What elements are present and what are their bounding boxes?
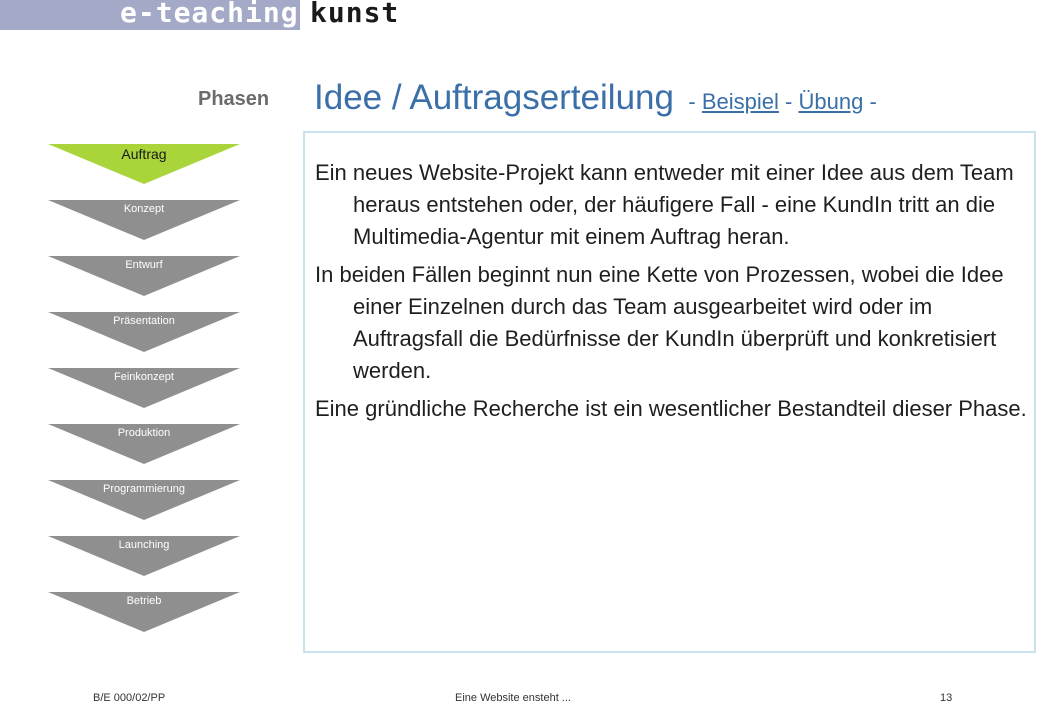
content-paragraph: Ein neues Website-Projekt kann entweder mit einer Idee aus dem Team heraus entstehen oder, der häufigere Fall - eine KundIn tritt an die Multimedia-Agentur mit einem Auftrag heran. bbox=[315, 160, 1014, 249]
page-title bbox=[314, 78, 877, 118]
logo bbox=[0, 0, 410, 30]
phase-label: Feinkonzept bbox=[114, 371, 174, 383]
content-body bbox=[305, 157, 1035, 431]
logo-left-block bbox=[0, 0, 300, 30]
phase-label: Konzept bbox=[123, 203, 165, 215]
phase-item-auftrag[interactable] bbox=[48, 144, 240, 184]
content-paragraph: Eine gründliche Recherche ist ein wesentlicher Bestandteil dieser Phase. bbox=[315, 396, 1027, 421]
content-paragraph: In beiden Fällen beginnt nun eine Kette von Prozessen, wobei die Idee einer Einzelnen durch das Team ausgearbeitet wird oder im Auftragsfall die Bedürfnisse der KundIn überprüft und konkretisiert werden. bbox=[315, 262, 1004, 383]
title-separator: - bbox=[869, 89, 877, 114]
page-number: 13 bbox=[940, 692, 953, 704]
logo-right-text: kunst bbox=[310, 0, 400, 29]
phase-item-produktion[interactable] bbox=[48, 424, 240, 464]
phase-item-konzept[interactable] bbox=[48, 200, 240, 240]
phase-label: Entwurf bbox=[125, 259, 163, 271]
phase-item-programmierung[interactable] bbox=[48, 480, 240, 520]
uebung-link[interactable]: Übung bbox=[798, 89, 864, 114]
phase-label: Programmierung bbox=[103, 483, 185, 495]
title-separator: - bbox=[785, 89, 793, 114]
title-separator: - bbox=[688, 89, 696, 114]
phase-item-entwurf[interactable] bbox=[48, 256, 240, 296]
phasen-heading: Phasen bbox=[198, 88, 270, 110]
phase-item-praesentation[interactable] bbox=[48, 312, 240, 352]
logo-left-text: e-teaching bbox=[120, 0, 299, 29]
footer-title: Eine Website ensteht ... bbox=[455, 692, 571, 704]
content-panel bbox=[303, 131, 1036, 653]
phase-label: Präsentation bbox=[113, 315, 175, 327]
phase-item-feinkonzept[interactable] bbox=[48, 368, 240, 408]
phase-label: Produktion bbox=[117, 427, 171, 439]
title-links bbox=[688, 89, 876, 114]
phase-label: Auftrag bbox=[121, 146, 167, 162]
phase-label: Betrieb bbox=[126, 595, 162, 607]
footer-reference: B/E 000/02/PP bbox=[93, 692, 166, 704]
phase-label: Launching bbox=[118, 539, 170, 551]
beispiel-link[interactable]: Beispiel bbox=[701, 89, 779, 114]
phase-item-launching[interactable] bbox=[48, 536, 240, 576]
title-main: Idee / Auftragserteilung bbox=[314, 78, 674, 117]
phase-item-betrieb[interactable] bbox=[48, 592, 240, 632]
